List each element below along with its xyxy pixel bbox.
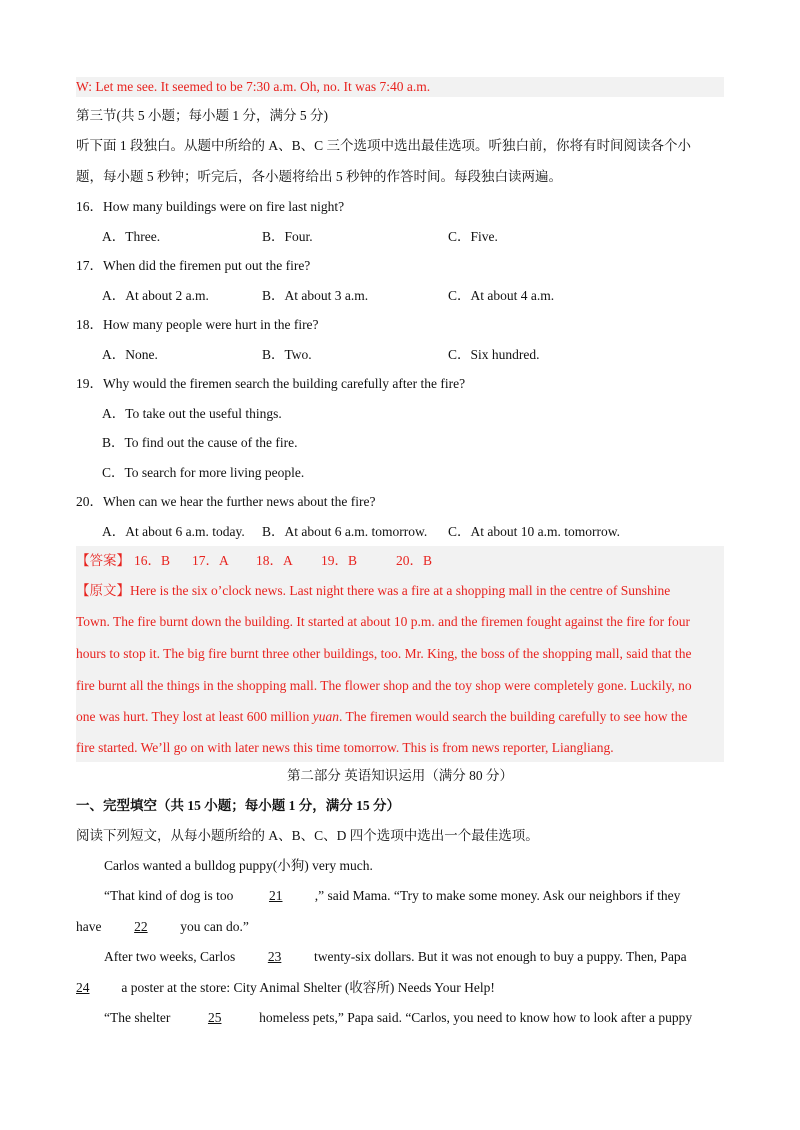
- blank-22: 22: [134, 919, 148, 934]
- option-b: B．At about 6 a.m. tomorrow.: [262, 524, 428, 539]
- blank-25: 25: [207, 1010, 222, 1025]
- option-c: C．Six hundred.: [448, 347, 540, 362]
- answer-line: [76, 551, 130, 571]
- option-a: A．At about 6 a.m. today.: [102, 524, 245, 539]
- question-stem: 17．When did the firemen put out the fire?: [76, 258, 311, 273]
- original-line-3: hours to stop it. The big fire burnt three other buildings, too. Mr. King, the boss of the shopping mall, said that the: [76, 646, 692, 661]
- original-italic: yuan: [312, 709, 339, 724]
- section3-instructions-1: 听下面 1 段独白。从题中所给的 A、B、C 三个选项中选出最佳选项。听独白前，你将有时间阅读各个小: [76, 138, 692, 153]
- option-c: C．At about 10 a.m. tomorrow.: [448, 524, 620, 539]
- passage-text: “The shelter: [104, 1010, 174, 1025]
- original-line-2: Town. The fire burnt down the building. It started at about 10 p.m. and the firemen fought against the fire for four: [76, 614, 691, 629]
- dialogue-line: W: Let me see. It seemed to be 7:30 a.m. Oh, no. It was 7:40 a.m.: [76, 77, 724, 97]
- answer-item: 18．A: [256, 553, 293, 568]
- passage-text: After two weeks, Carlos: [104, 949, 239, 964]
- answer-block: [76, 546, 724, 762]
- passage-text: you can do.”: [176, 919, 249, 934]
- option-c: C．At about 4 a.m.: [448, 288, 555, 303]
- original-text: one was hurt. They lost at least 600 million: [76, 709, 313, 724]
- passage-p3-line2: [76, 978, 724, 998]
- original-text: Here is the six o’clock news. Last night there was a fire at a shopping mall in the centre of Sunshine: [130, 583, 671, 598]
- question-stem: 20．When can we hear the further news about the fire?: [76, 494, 376, 509]
- option-a: A．None.: [102, 347, 158, 362]
- passage-text: ,” said Mama. “Try to make some money. Ask our neighbors if they: [314, 888, 681, 903]
- passage-p1: Carlos wanted a bulldog puppy(小狗) very much.: [104, 858, 373, 873]
- original-line-1: [76, 581, 724, 601]
- answer-item: 20．B: [396, 553, 433, 568]
- option-a: A．At about 2 a.m.: [102, 288, 209, 303]
- section1-heading: 一、完型填空（共 15 小题；每小题 1 分，满分 15 分）: [76, 798, 400, 813]
- answer-tag: 【答案】: [76, 553, 130, 568]
- answer-item: 17．A: [192, 553, 229, 568]
- passage-p2-line2: [76, 917, 724, 937]
- part2-title: 第二部分 英语知识运用（满分 80 分）: [286, 768, 514, 783]
- passage-p4-line1: [76, 1008, 752, 1028]
- passage-p3-line1: [76, 947, 752, 967]
- option-c: C．Five.: [448, 229, 498, 244]
- option-a: A．Three.: [102, 229, 161, 244]
- section1-instructions: 阅读下列短文，从每小题所给的 A、B、C、D 四个选项中选出一个最佳选项。: [76, 828, 539, 843]
- option-b: B．At about 3 a.m.: [262, 288, 369, 303]
- option-b: B．To find out the cause of the fire.: [102, 435, 298, 450]
- blank-24: 24: [76, 980, 90, 995]
- blank-21: 21: [268, 888, 283, 903]
- answer-item: 16．B: [134, 553, 171, 568]
- passage-text: twenty-six dollars. But it was not enough to buy a puppy. Then, Papa: [310, 949, 687, 964]
- passage-text: homeless pets,” Papa said. “Carlos, you need to know how to look after a puppy: [255, 1010, 693, 1025]
- question-stem: 18．How many people were hurt in the fire?: [76, 317, 319, 332]
- option-c: C．To search for more living people.: [102, 465, 305, 480]
- option-a: A．To take out the useful things.: [102, 406, 282, 421]
- original-tag: 【原文】: [76, 583, 130, 598]
- passage-text: have: [76, 919, 105, 934]
- section3-heading: 第三节(共 5 小题；每小题 1 分，满分 5 分): [76, 108, 328, 123]
- section3-instructions-2: 题，每小题 5 秒钟；听完后，各小题将给出 5 秒钟的作答时间。每段独白读两遍。: [76, 169, 562, 184]
- original-line-5: [76, 707, 687, 727]
- option-b: B．Two.: [262, 347, 312, 362]
- passage-p2-line1: [76, 886, 752, 906]
- blank-23: 23: [267, 949, 282, 964]
- original-line-6: fire started. We’ll go on with later news this time tomorrow. This is from news reporter, Liangliang.: [76, 740, 614, 755]
- answer-item: 19．B: [321, 553, 358, 568]
- passage-text: “That kind of dog is too: [104, 888, 237, 903]
- question-stem: 16．How many buildings were on fire last night?: [76, 199, 345, 214]
- option-b: B．Four.: [262, 229, 313, 244]
- original-line-4: fire burnt all the things in the shopping mall. The flower shop and the toy shop were completely gone. Luckily, no: [76, 678, 692, 693]
- original-text: . The firemen would search the building carefully to see how the: [338, 709, 688, 724]
- question-stem: 19．Why would the firemen search the building carefully after the fire?: [76, 376, 466, 391]
- passage-text: a poster at the store: City Animal Shelter (收容所) Needs Your Help!: [118, 980, 495, 995]
